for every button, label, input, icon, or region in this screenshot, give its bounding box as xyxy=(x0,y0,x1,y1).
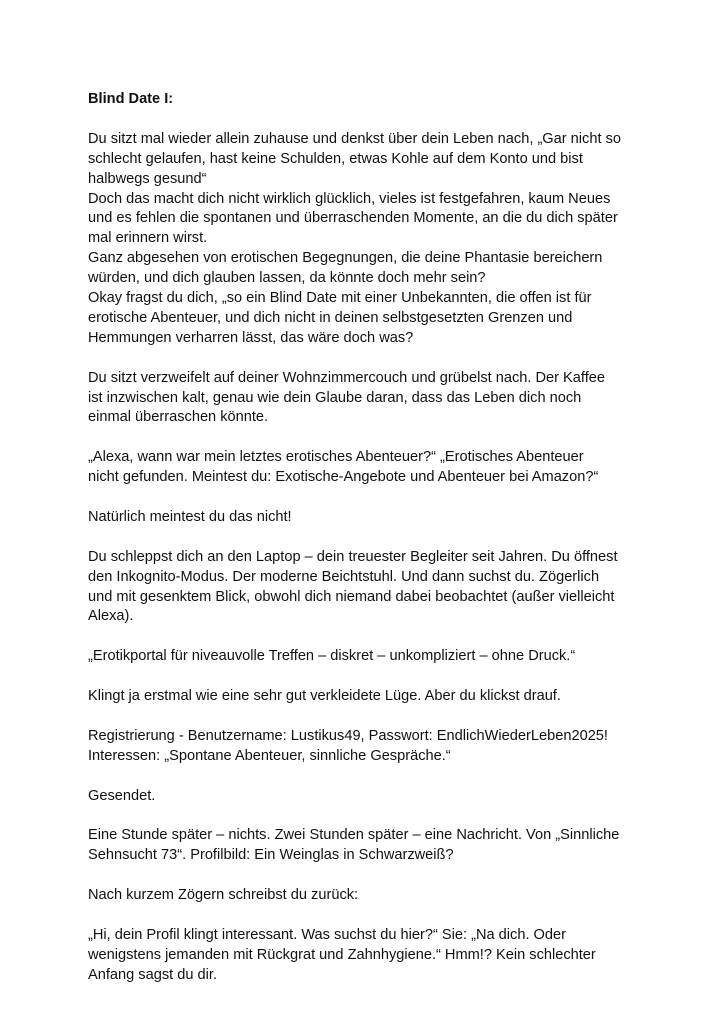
paragraph-alexa xyxy=(88,448,640,488)
paragraph-luege xyxy=(88,687,640,707)
text-line: schlecht gelaufen, hast keine Schulden, etwas Kohle auf dem Konto und bist xyxy=(88,150,583,167)
paragraph-couch xyxy=(88,369,640,429)
text-line: Okay fragst du dich, „so ein Blind Date mit einer Unbekannten, die offen ist für xyxy=(88,290,592,307)
paragraph-dialog xyxy=(88,926,640,986)
text-line: Hemmungen verharren lässt, das wäre doch was? xyxy=(88,329,414,346)
document-title: Blind Date I: xyxy=(88,91,174,107)
text-line: und es fehlen die spontanen und überraschenden Momente, an die du dich später xyxy=(88,210,618,227)
text-line: Klingt ja erstmal wie eine sehr gut verkleidete Lüge. Aber du klickst drauf. xyxy=(88,688,561,705)
paragraph-gesendet xyxy=(88,787,640,807)
text-line: nicht gefunden. Meintest du: Exotische-Angebote und Abenteuer bei Amazon?“ xyxy=(88,469,599,486)
paragraph-zoegern xyxy=(88,886,640,906)
text-line: Nach kurzem Zögern schreibst du zurück: xyxy=(88,887,359,904)
text-line: den Inkognito-Modus. Der moderne Beichtstuhl. Und dann suchst du. Zögerlich xyxy=(88,568,600,585)
text-line: Du schleppst dich an den Laptop – dein treuester Begleiter seit Jahren. Du öffnest xyxy=(88,548,618,565)
text-line: Du sitzt mal wieder allein zuhause und denkst über dein Leben nach, „Gar nicht so xyxy=(88,130,621,147)
paragraph-portal xyxy=(88,647,640,667)
text-line: mal erinnern wirst. xyxy=(88,230,208,247)
text-line: Sehnsucht 73“. Profilbild: Ein Weinglas in Schwarzweiß? xyxy=(88,847,454,864)
paragraph-registrierung xyxy=(88,727,640,767)
text-line: würden, und dich glauben lassen, da könnte doch mehr sein? xyxy=(88,270,486,287)
text-line: ist inzwischen kalt, genau wie dein Glaube daran, dass das Leben dich noch xyxy=(88,389,582,406)
text-line: Ganz abgesehen von erotischen Begegnungen, die deine Phantasie bereichern xyxy=(88,250,603,267)
text-line: Registrierung - Benutzername: Lustikus49, Passwort: EndlichWiederLeben2025! xyxy=(88,727,608,744)
paragraph-natuerlich xyxy=(88,508,640,528)
paragraph-nachricht xyxy=(88,826,640,866)
text-line: Anfang sagst du dir. xyxy=(88,966,217,983)
text-line: und mit gesenktem Blick, obwohl dich niemand dabei beobachtet (außer vielleicht xyxy=(88,588,615,605)
text-line: halbwegs gesund“ xyxy=(88,170,207,187)
text-line: Doch das macht dich nicht wirklich glücklich, vieles ist festgefahren, kaum Neues xyxy=(88,190,611,207)
paragraph-laptop xyxy=(88,548,640,628)
text-line: Interessen: „Spontane Abenteuer, sinnliche Gespräche.“ xyxy=(88,747,451,764)
text-line: „Alexa, wann war mein letztes erotisches Abenteuer?“ „Erotisches Abenteuer xyxy=(88,449,584,466)
paragraph-intro xyxy=(88,130,640,349)
text-line: Alexa). xyxy=(88,608,134,625)
text-line: erotische Abenteuer, und dich nicht in deinen selbstgesetzten Grenzen und xyxy=(88,309,573,326)
text-line: „Erotikportal für niveauvolle Treffen – diskret – unkompliziert – ohne Druck.“ xyxy=(88,648,576,665)
document-page xyxy=(88,90,640,986)
text-line: wenigstens jemanden mit Rückgrat und Zahnhygiene.“ Hmm!? Kein schlechter xyxy=(88,946,596,963)
text-line: „Hi, dein Profil klingt interessant. Was suchst du hier?“ Sie: „Na dich. Oder xyxy=(88,926,567,943)
text-line: Natürlich meintest du das nicht! xyxy=(88,508,292,525)
text-line: Gesendet. xyxy=(88,787,156,804)
text-line: Du sitzt verzweifelt auf deiner Wohnzimmercouch und grübelst nach. Der Kaffee xyxy=(88,369,605,386)
text-line: einmal überraschen könnte. xyxy=(88,409,269,426)
text-line: Eine Stunde später – nichts. Zwei Stunden später – eine Nachricht. Von „Sinnliche xyxy=(88,827,620,844)
